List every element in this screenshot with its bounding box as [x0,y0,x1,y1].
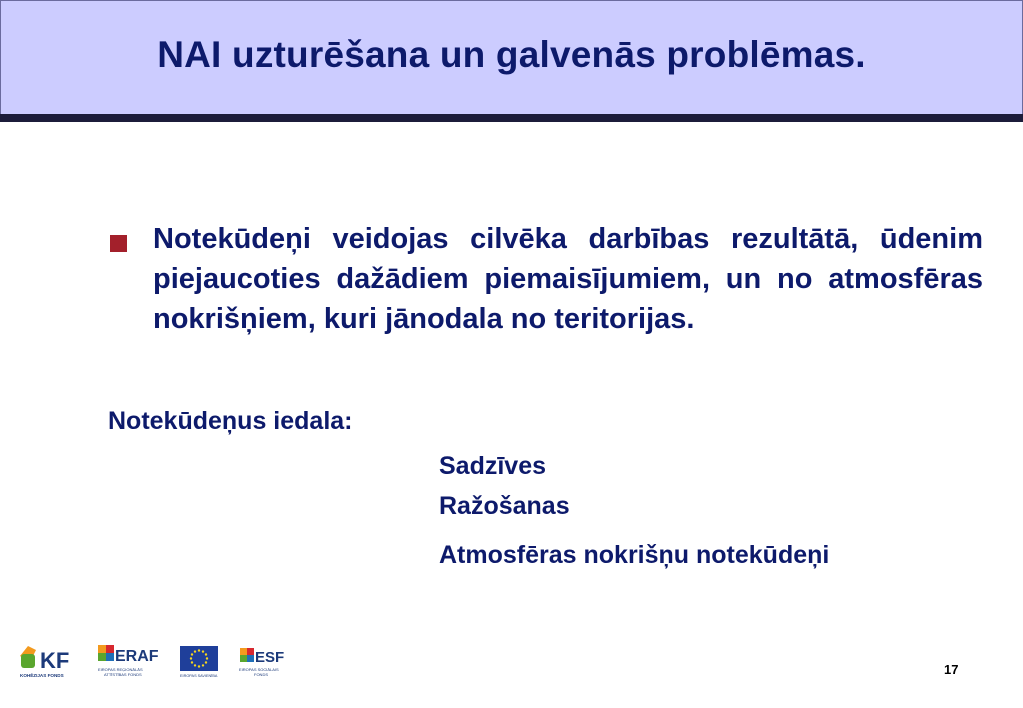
svg-text:ESF: ESF [255,649,285,666]
esf-logo [239,648,284,677]
bullet-paragraph: Notekūdeņi veidojas cilvēka darbības rezultātā, ūdenim piejaucoties dažādiem piemaisījumiem, un no atmosfēras nokrišņiem, kuri jānodala no teritorijas. [153,223,983,335]
svg-text:KF: KF [40,648,70,673]
svg-text:EIROPAS SAVIENĪBA: EIROPAS SAVIENĪBA [180,674,218,678]
types-label: Notekūdeņus iedala: [108,407,353,435]
eu-flag-logo [180,646,218,678]
svg-text:FONDS: FONDS [254,672,268,677]
svg-text:ATTĪSTĪBAS FONDS: ATTĪSTĪBAS FONDS [104,672,142,677]
svg-text:KOHĒZIJAS FONDS: KOHĒZIJAS FONDS [20,673,64,678]
svg-text:ERAF: ERAF [115,648,159,665]
eraf-logo [98,645,159,677]
page-number: 17 [944,662,959,677]
svg-text:EIROPAS REĢIONĀLĀS: EIROPAS REĢIONĀLĀS [98,667,143,672]
kf-logo [20,646,69,678]
type-item-household: Sadzīves [439,452,547,480]
type-item-stormwater: Atmosfēras nokrišņu notekūdeņi [439,541,830,569]
title-divider [0,114,1023,122]
funding-logos [18,640,293,682]
svg-text:EIROPAS SOCIĀLAIS: EIROPAS SOCIĀLAIS [239,667,279,672]
slide-title: NAI uzturēšana un galvenās problēmas. [157,34,866,75]
bullet-square-icon [110,235,127,252]
type-item-industrial: Ražošanas [439,492,570,520]
